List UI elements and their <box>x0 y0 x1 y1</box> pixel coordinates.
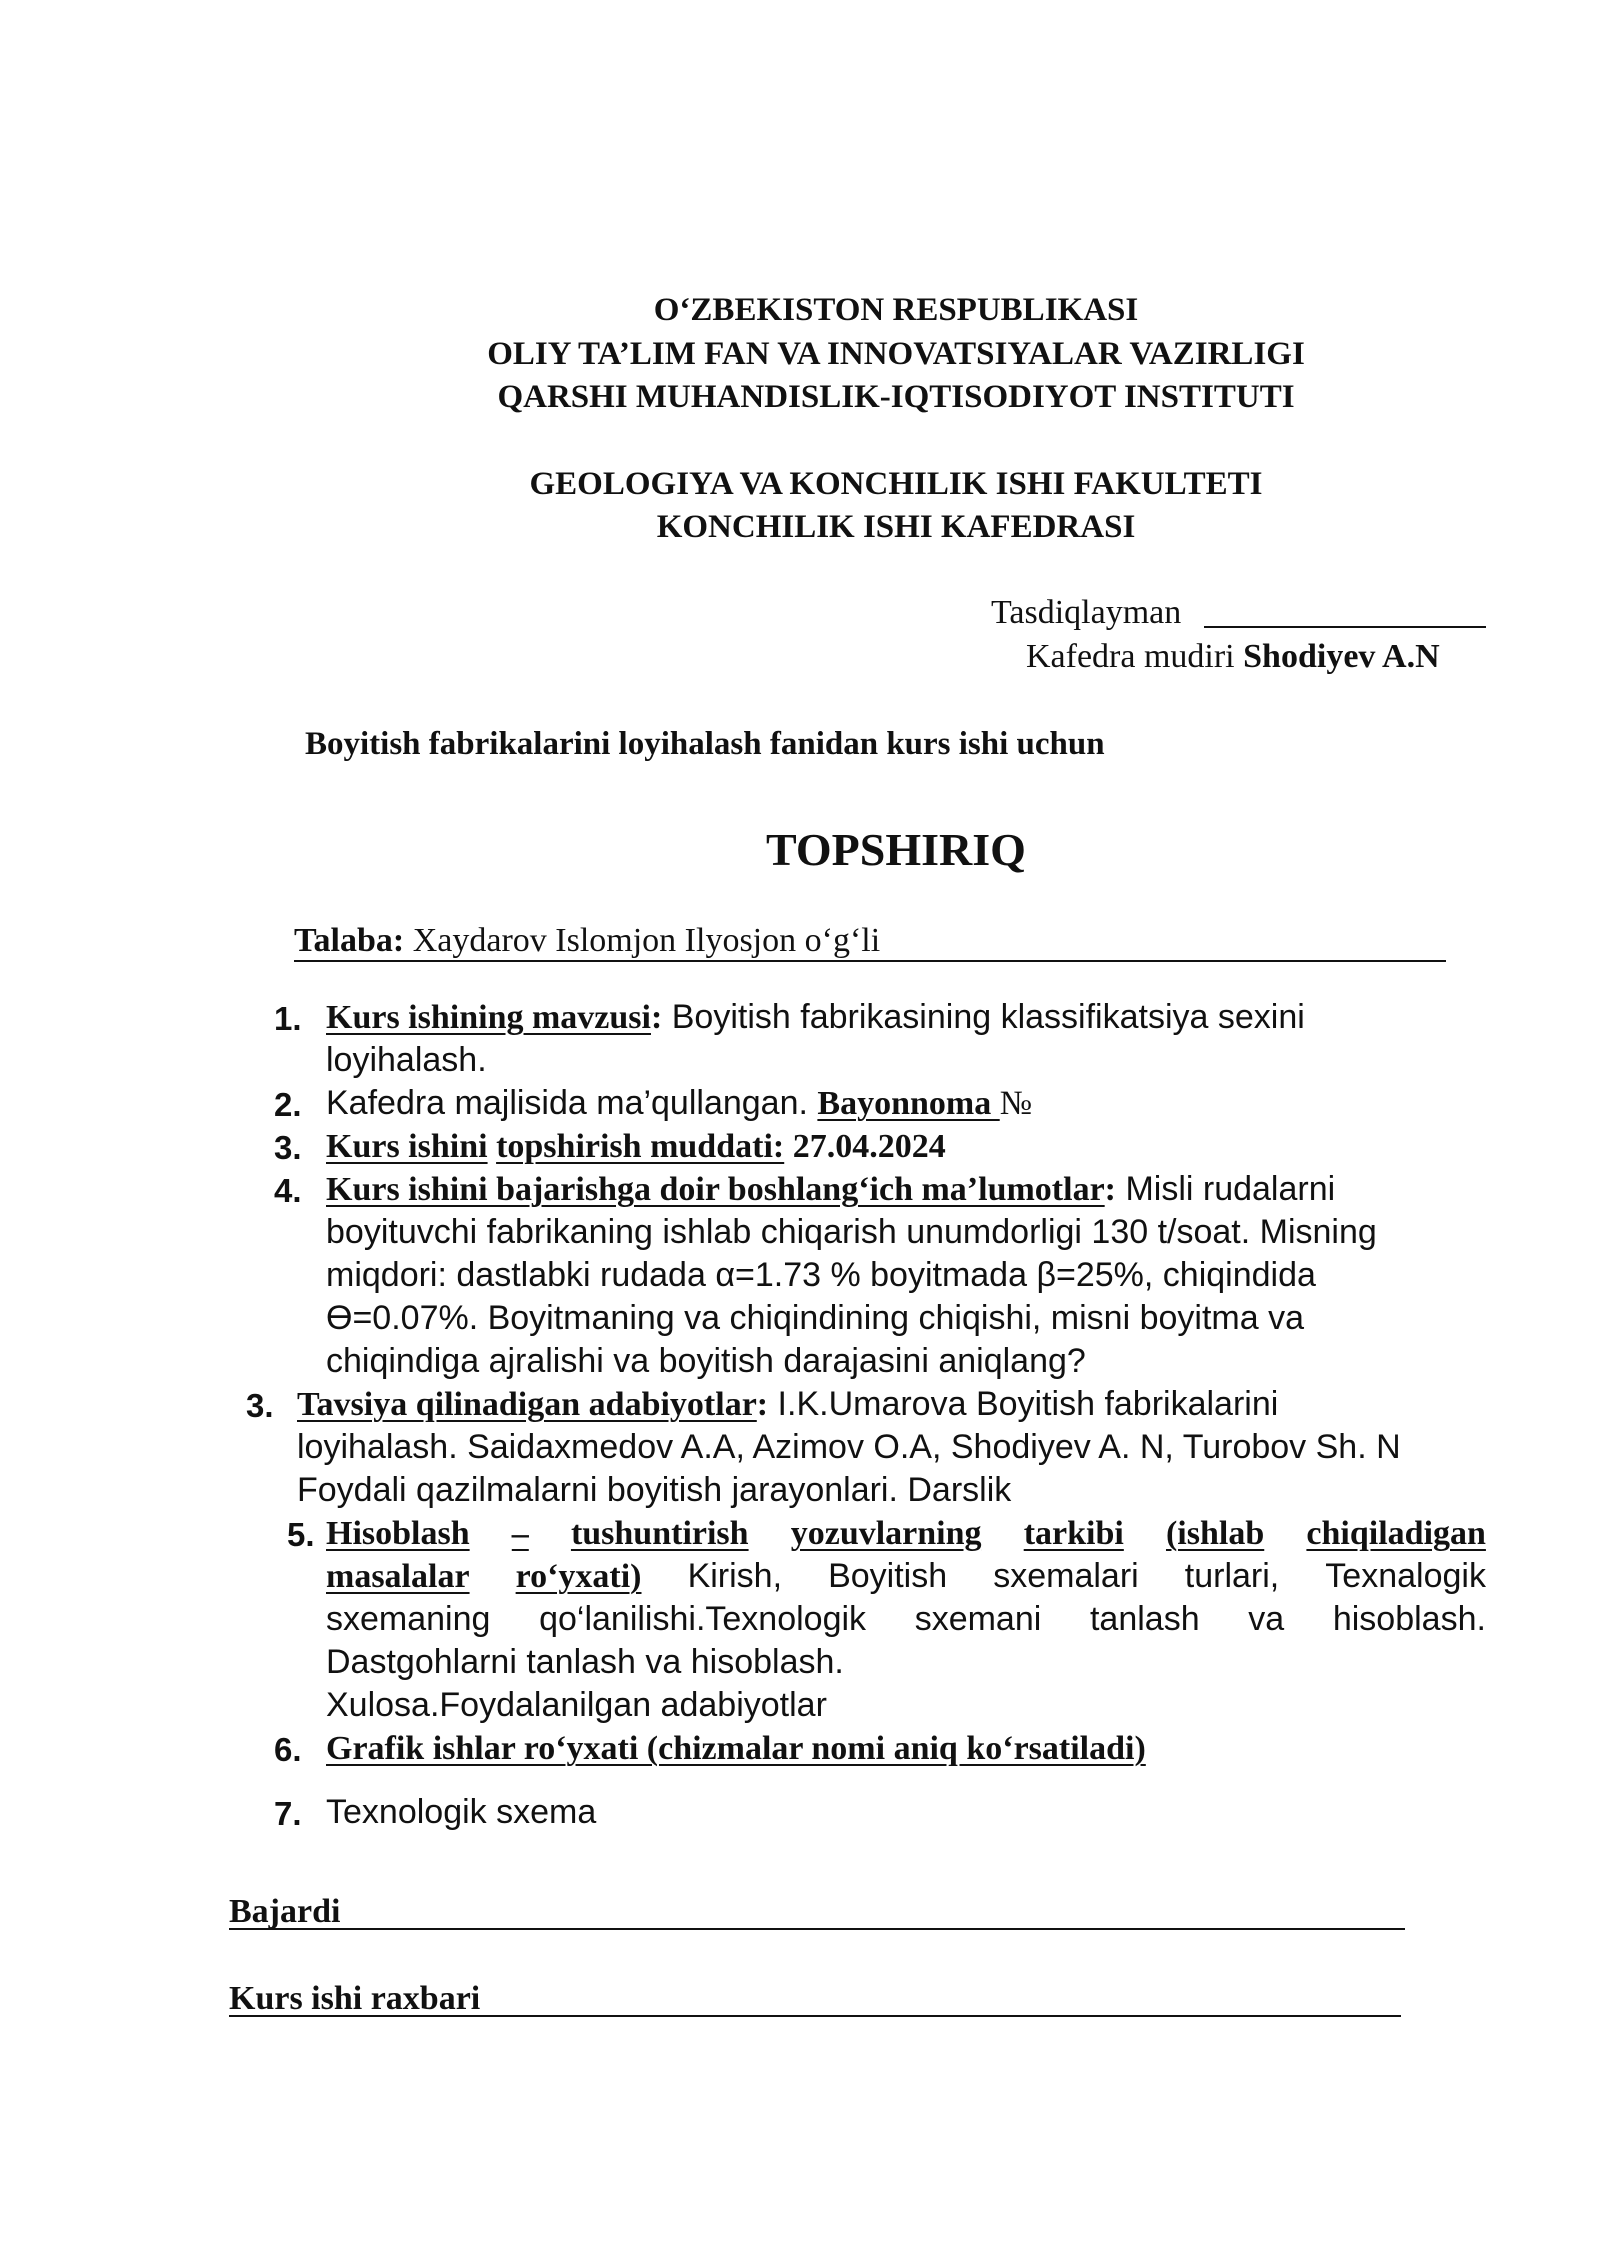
item-topic-continued: loyihalash. <box>326 1041 487 1079</box>
institute-name: QARSHI MUHANDISLIK-IQTISODIYOT INSTITUTI <box>497 379 1295 415</box>
word: qo‘lanilishi.Texnologik <box>539 1600 867 1638</box>
item-protocol-symbol: № <box>999 1085 1033 1122</box>
word: (ishlab <box>1165 1515 1265 1552</box>
item-initial-data <box>326 1168 1335 1211</box>
approval-name: Shodiyev A.N <box>1243 638 1440 675</box>
item-literature <box>297 1383 1278 1426</box>
document-title: TOPSHIRIQ <box>766 824 1026 875</box>
word: tushuntirish <box>570 1515 749 1552</box>
item-graphic-works: Grafik ishlar ro‘yxati (chizmalar nomi aniq ko‘rsatiladi) <box>326 1730 1146 1767</box>
faculty-name: GEOLOGIYA VA KONCHILIK ISHI FAKULTETI <box>529 466 1263 502</box>
item-literature-line: loyihalash. Saidaxmedov A.A, Azimov O.A, Shodiyev A. N, Turobov Sh. N <box>297 1428 1401 1466</box>
item-initial-data-line: chiqindiga ajralishi va boyitish darajasini aniqlang? <box>326 1342 1086 1380</box>
word: sxemalari <box>993 1557 1139 1595</box>
item-topic-colon: : <box>650 999 663 1036</box>
word: turlari, <box>1184 1557 1280 1595</box>
item-approval-protocol <box>326 1082 1032 1125</box>
item-initial-data-line: boyituvchi fabrikaning ishlab chiqarish unumdorligi 130 t/soat. Misning <box>326 1213 1377 1251</box>
student-line <box>294 922 880 960</box>
word: chiqiladigan <box>1306 1515 1486 1552</box>
item-number: 3. <box>246 1387 274 1424</box>
course-subject-line: Boyitish fabrikalarini loyihalash fanidan kurs ishi uchun <box>305 726 1105 762</box>
word: Hisoblash <box>326 1515 470 1552</box>
item-initial-data-line: miqdori: dastlabki rudada α=1.73 % boyitmada β=25%, chiqindida <box>326 1256 1316 1294</box>
item-initial-data-label: Kurs ishini bajarishga doir boshlang‘ich ma’lumotlar <box>326 1171 1105 1208</box>
word: masalalar <box>326 1558 470 1595</box>
department-name: KONCHILIK ISHI KAFEDRASI <box>656 509 1136 545</box>
item-number: 5. <box>287 1516 315 1553</box>
word: ro‘yxati) <box>515 1558 642 1595</box>
item-number: 3. <box>274 1129 302 1166</box>
item-deadline-label-a: Kurs ishini <box>326 1128 488 1165</box>
item-deadline <box>326 1125 946 1168</box>
approval-signature-line <box>1204 626 1486 628</box>
item-deadline-date: 27.04.2024 <box>784 1128 946 1165</box>
student-underline <box>294 960 1446 962</box>
student-name: Xaydarov Islomjon Ilyosjon o‘g‘li <box>404 922 881 959</box>
word: sxemaning <box>326 1600 491 1638</box>
item-calculation-line: Xulosa.Foydalanilgan adabiyotlar <box>326 1686 827 1724</box>
item-topic-text: Boyitish fabrikasining klassifikatsiya sexini <box>662 998 1305 1036</box>
item-calculation-line <box>326 1598 1486 1641</box>
item-initial-data-text: Misli rudalarni <box>1116 1170 1336 1208</box>
item-number: 2. <box>274 1086 302 1123</box>
word: yozuvlarning <box>790 1515 982 1552</box>
item-topic-label: Kurs ishining mavzusi <box>326 999 651 1036</box>
item-initial-data-line: Ө=0.07%. Boyitmaning va chiqindining chiqishi, misni boyitma va <box>326 1299 1304 1337</box>
word: Texnalogik <box>1325 1557 1486 1595</box>
ministry-name: OLIY TA’LIM FAN VA INNOVATSIYALAR VAZIRLIGI <box>487 336 1305 372</box>
item-literature-label: Tavsiya qilinadigan adabiyotlar <box>297 1386 757 1423</box>
student-label: Talaba: <box>294 922 405 959</box>
item-deadline-label-b: topshirish muddati: <box>496 1128 785 1165</box>
approval-role: Kafedra mudiri <box>1026 638 1235 675</box>
item-number: 1. <box>274 1000 302 1037</box>
performed-by-label: Bajardi <box>229 1893 341 1930</box>
item-protocol-text: Kafedra majlisida ma’qullangan. <box>326 1084 818 1122</box>
item-technology-scheme: Texnologik sxema <box>326 1793 597 1831</box>
item-number: 4. <box>274 1172 302 1209</box>
item-protocol-label: Bayonnoma <box>817 1085 1000 1122</box>
word: – <box>511 1515 529 1552</box>
word: tanlash <box>1089 1600 1200 1638</box>
item-number: 6. <box>274 1731 302 1768</box>
ministry-country: O‘ZBEKISTON RESPUBLIKASI <box>653 292 1139 328</box>
word: hisoblash. <box>1332 1600 1486 1638</box>
approval-label: Tasdiqlayman <box>991 594 1182 631</box>
item-literature-line: Foydali qazilmalarni boyitish jarayonlari. Darslik <box>297 1471 1012 1509</box>
item-topic <box>326 996 1305 1039</box>
supervisor-label: Kurs ishi raxbari <box>229 1980 481 2017</box>
item-calculation-heading <box>326 1512 1486 1555</box>
word: Kirish, <box>687 1557 783 1595</box>
word: tarkibi <box>1023 1515 1124 1552</box>
item-initial-data-colon: : <box>1104 1171 1116 1208</box>
supervisor-signature-line <box>229 2015 1401 2017</box>
word: va <box>1248 1600 1285 1638</box>
item-number: 7. <box>274 1795 302 1832</box>
performed-by-signature-line <box>229 1928 1405 1930</box>
word: sxemani <box>914 1600 1042 1638</box>
word: Boyitish <box>828 1557 948 1595</box>
approval-role-line <box>1026 638 1440 676</box>
item-literature-text: I.K.Umarova Boyitish fabrikalarini <box>768 1385 1279 1423</box>
item-literature-colon: : <box>756 1386 769 1423</box>
item-calculation-line <box>326 1555 1486 1598</box>
item-calculation-line: Dastgohlarni tanlash va hisoblash. <box>326 1643 844 1681</box>
